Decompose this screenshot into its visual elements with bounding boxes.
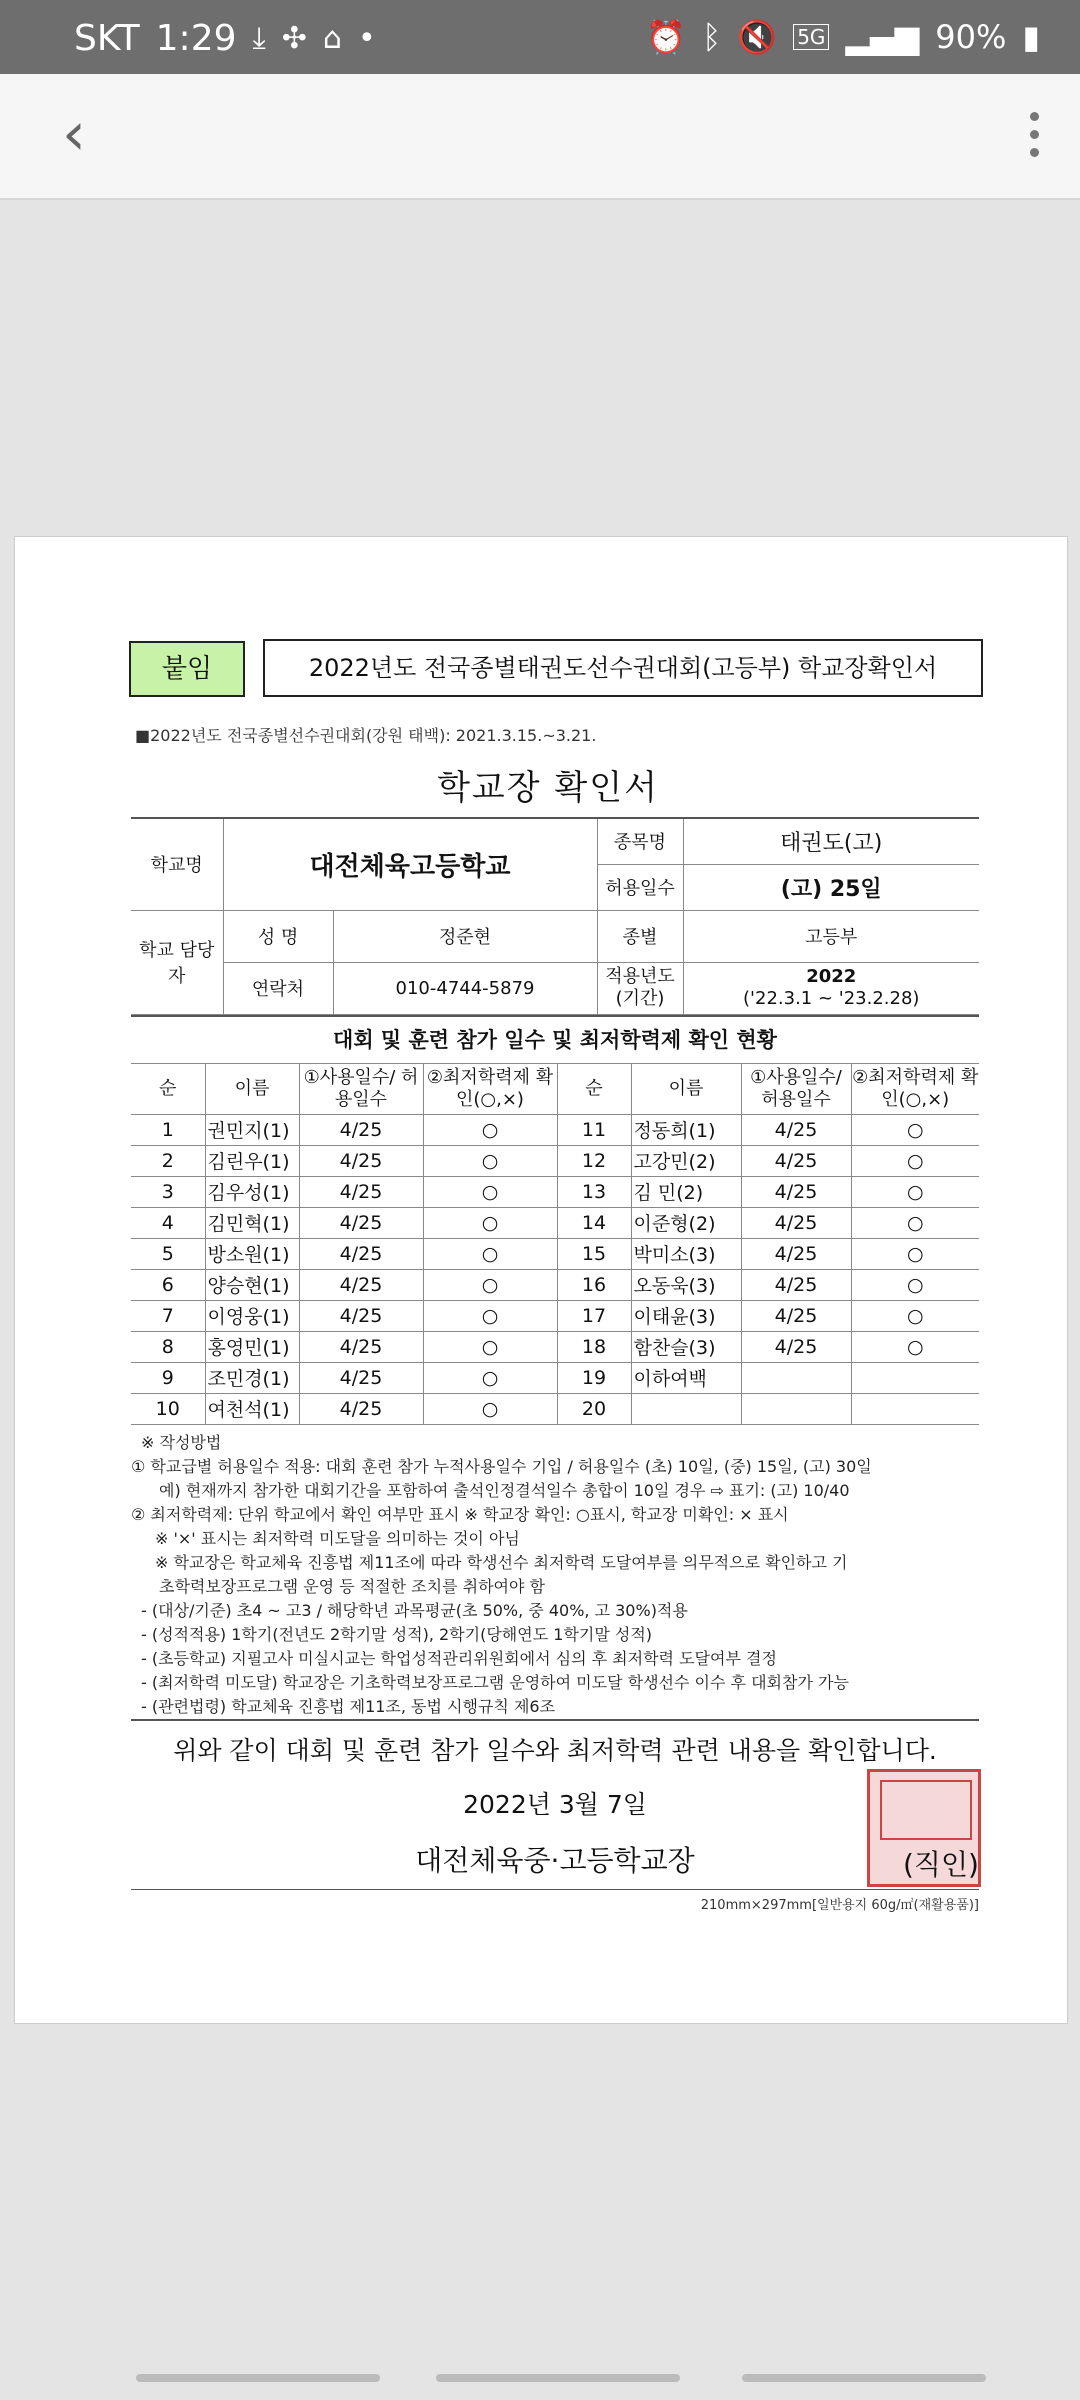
min-score-check: ○ — [423, 1331, 557, 1362]
used-days: 4/25 — [299, 1393, 423, 1424]
col-no: 순 — [557, 1064, 631, 1115]
confirm-text: 위와 같이 대회 및 훈련 참가 일수와 최저학력 관련 내용을 확인합니다. — [173, 1735, 937, 1765]
used-days: 4/25 — [299, 1145, 423, 1176]
row-no: 1 — [131, 1114, 205, 1145]
table-header-row — [131, 1064, 979, 1115]
menu-dot — [1030, 148, 1039, 157]
manager-label: 학교 담당자 — [131, 910, 223, 1014]
table-row — [131, 1207, 979, 1238]
allowed-days-label: 허용일수 — [597, 864, 683, 910]
row-no: 11 — [557, 1114, 631, 1145]
table-row — [131, 1331, 979, 1362]
used-days: 4/25 — [299, 1362, 423, 1393]
note-line: ① 학교급별 허용일수 적용: 대회 훈련 참가 누적사용일수 기입 / 허용일수 (초) 10일, (중) 15일, (고) 30일 — [131, 1456, 872, 1476]
athlete-name: 박미소(3) — [631, 1238, 741, 1269]
row-no: 12 — [557, 1145, 631, 1176]
col-name: 이름 — [631, 1064, 741, 1115]
document-header — [115, 637, 981, 695]
min-score-check: ○ — [851, 1207, 979, 1238]
table-row — [131, 1300, 979, 1331]
document-title: 학교장 확인서 — [437, 768, 659, 808]
table-row — [131, 1393, 979, 1424]
athlete-name: 김린우(1) — [205, 1145, 299, 1176]
min-score-check: ○ — [851, 1176, 979, 1207]
row-no: 3 — [131, 1176, 205, 1207]
row-no: 19 — [557, 1362, 631, 1393]
min-score-check: ○ — [423, 1300, 557, 1331]
battery-label: 90% — [935, 18, 1007, 56]
event-note: ■2022년도 전국종별선수권대회(강원 태백): 2021.3.15.~3.21. — [135, 726, 597, 745]
min-score-check: ○ — [423, 1362, 557, 1393]
dot-icon: • — [357, 21, 376, 56]
5g-icon: 5G — [793, 24, 829, 50]
used-days: 4/25 — [299, 1176, 423, 1207]
principal-name: 대전체육중·고등학교장 — [415, 1843, 695, 1877]
row-no: 4 — [131, 1207, 205, 1238]
period-value: ('22.3.1 ~ '23.2.28) — [743, 988, 920, 1009]
athlete-table — [131, 1064, 979, 1425]
min-score-check: ○ — [851, 1114, 979, 1145]
min-score-check: ○ — [851, 1145, 979, 1176]
min-score-check — [851, 1362, 979, 1393]
bottom-line — [131, 1889, 979, 1890]
document-content — [115, 637, 981, 1913]
min-score-check: ○ — [423, 1114, 557, 1145]
row-no: 14 — [557, 1207, 631, 1238]
min-score-check: ○ — [423, 1393, 557, 1424]
used-days: 4/25 — [741, 1145, 851, 1176]
athlete-name: 이준형(2) — [631, 1207, 741, 1238]
min-score-check: ○ — [851, 1238, 979, 1269]
used-days: 4/25 — [299, 1331, 423, 1362]
table-body — [131, 1114, 979, 1424]
allowed-days-value: (고) 25일 — [683, 864, 979, 910]
table-row — [131, 1238, 979, 1269]
back-chevron-icon[interactable]: ‹ — [62, 99, 86, 169]
used-days: 4/25 — [299, 1114, 423, 1145]
min-score-check: ○ — [423, 1207, 557, 1238]
battery-icon: ▮ — [1022, 18, 1040, 56]
event-label: 종목명 — [597, 818, 683, 864]
navigation-bar — [0, 2356, 1080, 2400]
event-value: 태권도(고) — [683, 818, 979, 864]
athlete-name: 이하여백 — [631, 1362, 741, 1393]
name-label: 성 명 — [223, 910, 333, 962]
row-no: 5 — [131, 1238, 205, 1269]
col-name: 이름 — [205, 1064, 299, 1115]
time-label: 1:29 — [155, 18, 237, 59]
year-cell — [683, 962, 979, 1014]
divider — [131, 1719, 979, 1721]
note-line: ※ 학교장은 학교체육 진흥법 제11조에 따라 학생선수 최저학력 도달여부를 의무적으로 확인하고 기 — [155, 1552, 848, 1572]
school-name-value: 대전체육고등학교 — [223, 818, 597, 910]
home-icon: ⌂ — [322, 21, 342, 56]
row-no: 18 — [557, 1331, 631, 1362]
note-line: 초학력보장프로그램 운영 등 적절한 조치를 취하여야 함 — [159, 1576, 546, 1596]
header-title: 2022년도 전국종별태권도선수권대회(고등부) 학교장확인서 — [263, 639, 983, 697]
used-days — [741, 1393, 851, 1424]
row-no: 9 — [131, 1362, 205, 1393]
seal-inner — [880, 1780, 972, 1840]
note-line: - (최저학력 미도달) 학교장은 기초학력보장프로그램 운영하여 미도달 학생선수 이수 후 대회참가 가능 — [141, 1672, 849, 1692]
col-days: ①사용일수/ 허용일수 — [299, 1064, 423, 1115]
alarm-icon: ⏰ — [646, 18, 687, 56]
athlete-name: 정동희(1) — [631, 1114, 741, 1145]
contact-label: 연락처 — [223, 962, 333, 1014]
year-label: 적용년도 (기간) — [597, 962, 683, 1014]
athlete-name: 홍영민(1) — [205, 1331, 299, 1362]
athlete-name: 함찬슬(3) — [631, 1331, 741, 1362]
row-no: 7 — [131, 1300, 205, 1331]
note-line: ※ 작성방법 — [141, 1432, 222, 1452]
menu-dot — [1030, 112, 1039, 121]
used-days: 4/25 — [741, 1331, 851, 1362]
type-label: 종별 — [597, 910, 683, 962]
min-score-check: ○ — [423, 1269, 557, 1300]
note-line: 예) 현재까지 참가한 대회기간을 포함하여 출석인정결석일수 총합이 10일 경우 ⇨ 표기: (고) 10/40 — [159, 1480, 850, 1500]
network-icon: ✣ — [281, 21, 307, 56]
more-vertical-icon[interactable] — [1014, 102, 1054, 166]
row-no: 15 — [557, 1238, 631, 1269]
row-no: 20 — [557, 1393, 631, 1424]
athlete-name: 오동욱(3) — [631, 1269, 741, 1300]
note-line: ※ '×' 표시는 최저학력 미도달을 의미하는 것이 아님 — [155, 1528, 520, 1548]
row-no: 16 — [557, 1269, 631, 1300]
min-score-check: ○ — [423, 1238, 557, 1269]
status-bar — [0, 0, 1080, 74]
note-line: - (성적적용) 1학기(전년도 2학기말 성적), 2학기(당해연도 1학기말 성적) — [141, 1624, 653, 1644]
athlete-name: 이태윤(3) — [631, 1300, 741, 1331]
min-score-check: ○ — [851, 1269, 979, 1300]
download-icon: ⤓ — [252, 21, 266, 56]
col-no: 순 — [131, 1064, 205, 1115]
mute-icon: 🔇 — [737, 18, 778, 56]
writing-notes — [131, 1431, 989, 1719]
used-days: 4/25 — [741, 1300, 851, 1331]
status-bar-left — [74, 18, 376, 59]
table-row — [131, 1176, 979, 1207]
athlete-name: 김 민(2) — [631, 1176, 741, 1207]
min-score-check: ○ — [851, 1300, 979, 1331]
athlete-name: 양승현(1) — [205, 1269, 299, 1300]
min-score-check — [851, 1393, 979, 1424]
col-check: ②최저학력제 확인(○,×) — [851, 1064, 979, 1115]
used-days: 4/25 — [299, 1207, 423, 1238]
row-no: 13 — [557, 1176, 631, 1207]
athlete-name: 김우성(1) — [205, 1176, 299, 1207]
min-score-check: ○ — [423, 1176, 557, 1207]
used-days — [741, 1362, 851, 1393]
contact-value: 010-4744-5879 — [333, 962, 597, 1014]
nav-handle[interactable] — [742, 2374, 986, 2382]
used-days: 4/25 — [741, 1176, 851, 1207]
used-days: 4/25 — [299, 1269, 423, 1300]
note-line: - (대상/기준) 초4 ~ 고3 / 해당학년 과목평균(초 50%, 중 40%, 고 30%)적용 — [141, 1600, 688, 1620]
min-score-check: ○ — [423, 1145, 557, 1176]
used-days: 4/25 — [741, 1114, 851, 1145]
row-no: 6 — [131, 1269, 205, 1300]
used-days: 4/25 — [299, 1238, 423, 1269]
note-line: ② 최저학력제: 단위 학교에서 확인 여부만 표시 ※ 학교장 확인: ○표시, 학교장 미확인: × 표시 — [131, 1504, 789, 1524]
table-row — [131, 1114, 979, 1145]
min-score-check: ○ — [851, 1331, 979, 1362]
year-value: 2022 — [806, 966, 857, 987]
document-page — [14, 536, 1068, 2024]
seal-label: (직인) — [903, 1847, 979, 1881]
table-row — [131, 1362, 979, 1393]
col-days: ①사용일수/ 허용일수 — [741, 1064, 851, 1115]
athlete-name: 이영웅(1) — [205, 1300, 299, 1331]
paper-spec: 210mm×297mm[일반용지 60g/㎡(재활용품)] — [700, 1897, 979, 1913]
row-no: 10 — [131, 1393, 205, 1424]
athlete-name: 조민경(1) — [205, 1362, 299, 1393]
table-row — [131, 1145, 979, 1176]
note-line: - (관련법령) 학교체육 진흥법 제11조, 동법 시행규칙 제6조 — [141, 1696, 556, 1716]
table-row — [131, 1269, 979, 1300]
school-info-table — [131, 817, 979, 1015]
athlete-name: 여천석(1) — [205, 1393, 299, 1424]
nav-handle[interactable] — [436, 2374, 680, 2382]
used-days: 4/25 — [741, 1207, 851, 1238]
status-bar-right — [646, 18, 1040, 56]
menu-dot — [1030, 130, 1039, 139]
used-days: 4/25 — [299, 1300, 423, 1331]
note-line: - (초등학교) 지필고사 미실시교는 학업성적관리위원회에서 심의 후 최저학력 도달여부 결정 — [141, 1648, 777, 1668]
status-title: 대회 및 훈련 참가 일수 및 최저학력제 확인 현황 — [131, 1015, 979, 1064]
used-days: 4/25 — [741, 1269, 851, 1300]
athlete-name: 권민지(1) — [205, 1114, 299, 1145]
nav-handle[interactable] — [136, 2374, 380, 2382]
bluetooth-icon: ᛒ — [702, 18, 722, 56]
app-bar — [0, 74, 1080, 200]
used-days: 4/25 — [741, 1238, 851, 1269]
athlete-name: 김민혁(1) — [205, 1207, 299, 1238]
signature-block — [131, 1835, 979, 1885]
name-value: 정준현 — [333, 910, 597, 962]
row-no: 2 — [131, 1145, 205, 1176]
col-check: ②최저학력제 확인(○,×) — [423, 1064, 557, 1115]
carrier-label: SKT — [74, 18, 140, 59]
signal-icon: ▂▄▆ — [845, 18, 920, 56]
athlete-name — [631, 1393, 741, 1424]
athlete-name: 방소원(1) — [205, 1238, 299, 1269]
row-no: 17 — [557, 1300, 631, 1331]
attachment-tag: 붙임 — [129, 641, 245, 697]
document-date: 2022년 3월 7일 — [463, 1789, 647, 1819]
type-value: 고등부 — [683, 910, 979, 962]
row-no: 8 — [131, 1331, 205, 1362]
athlete-name: 고강민(2) — [631, 1145, 741, 1176]
school-name-label: 학교명 — [131, 818, 223, 910]
